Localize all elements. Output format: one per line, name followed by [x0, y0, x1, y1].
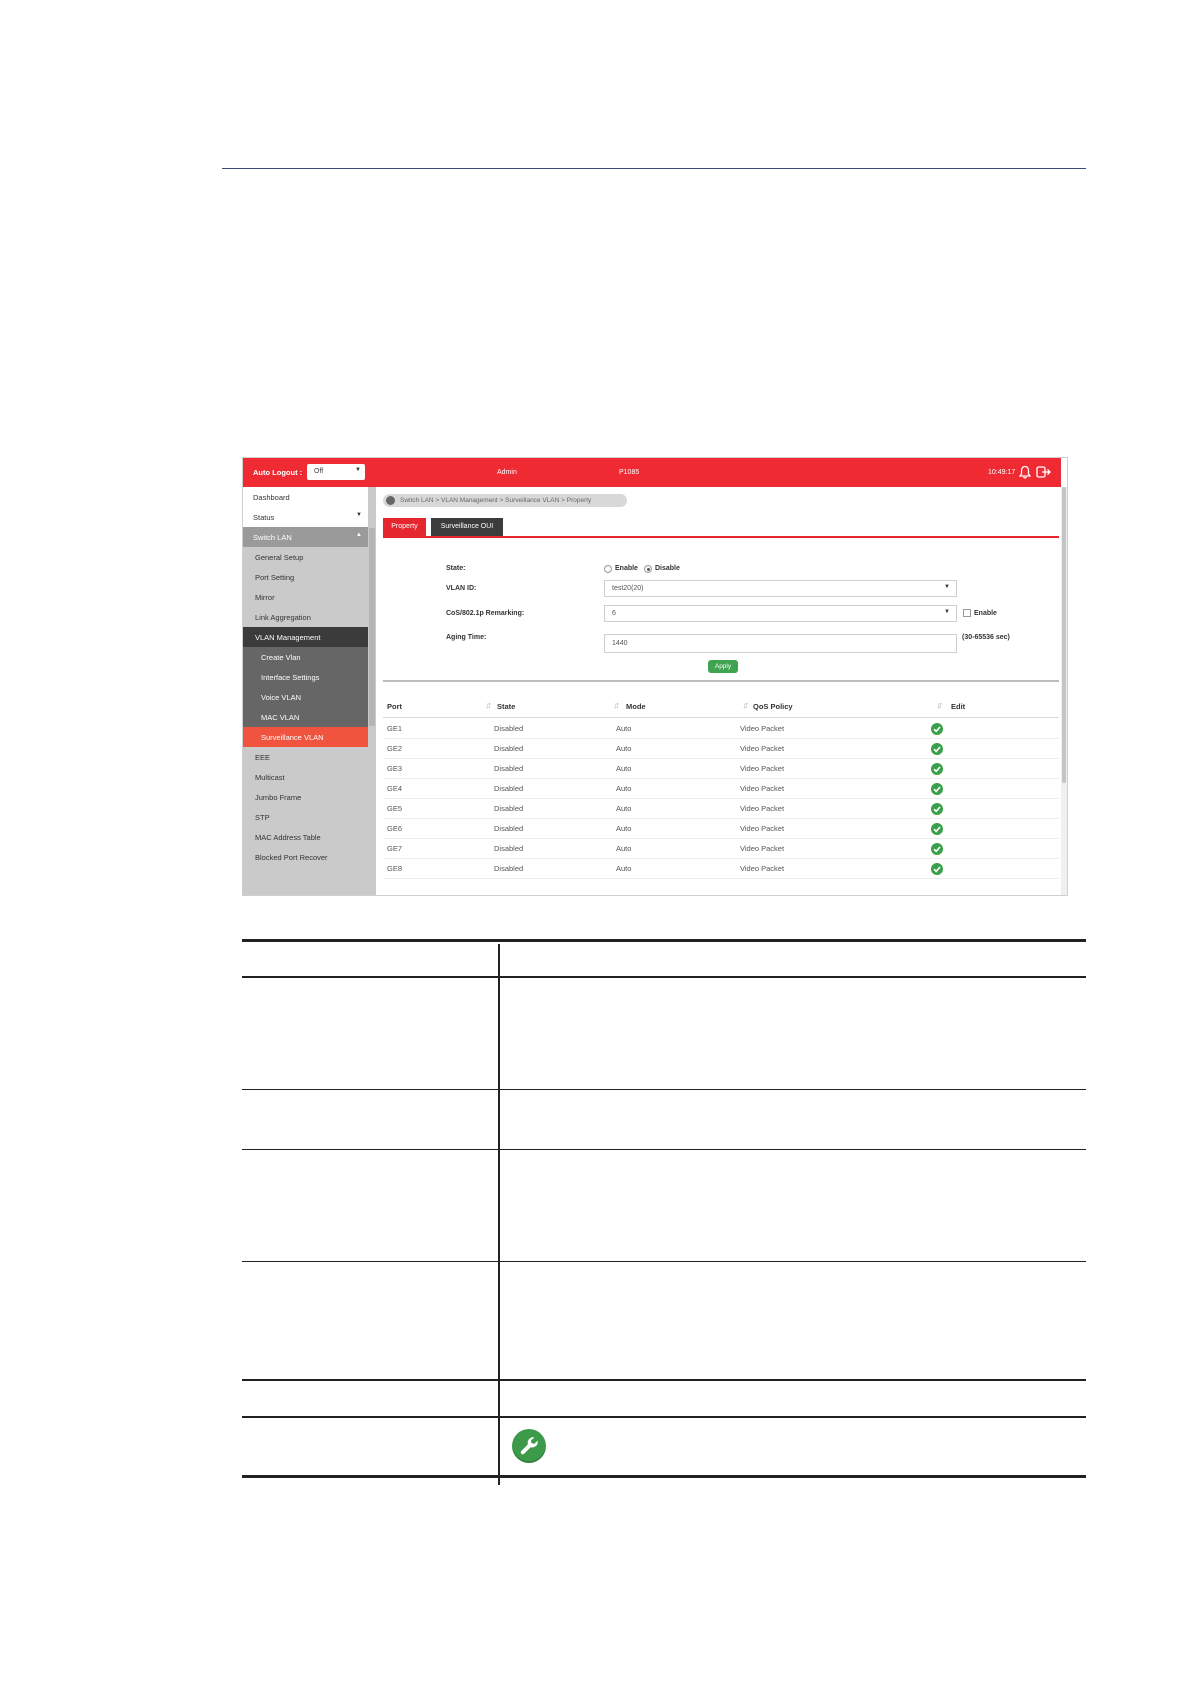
table-row-divider [242, 1416, 1086, 1418]
aging-time-hint: (30-65536 sec) [962, 634, 1010, 641]
vlan-id-select[interactable] [604, 580, 957, 597]
chevron-down-icon: ▼ [356, 512, 362, 518]
edit-check-icon[interactable] [931, 743, 943, 755]
edit-check-icon[interactable] [931, 783, 943, 795]
sidebar-item-mac-vlan[interactable] [243, 707, 368, 727]
cos-enable-label: Enable [974, 610, 997, 617]
table-cell-qos: Video Packet [740, 784, 785, 793]
tab-label: Surveillance OUI [440, 523, 494, 530]
table-row-divider [242, 1149, 1086, 1150]
sidebar-item-voice-vlan[interactable] [243, 687, 368, 707]
caret-down-icon: ▼ [944, 609, 950, 615]
tab-property[interactable] [383, 518, 426, 536]
table-cell-port: GE3 [387, 764, 403, 773]
sidebar-item-surveillance-vlan[interactable] [243, 727, 368, 747]
edit-check-icon[interactable] [931, 843, 943, 855]
sort-icon[interactable]: ⇵ [486, 703, 492, 710]
table-row-divider [242, 1089, 1086, 1090]
table-cell-state: Disabled [494, 724, 524, 733]
home-icon[interactable] [386, 496, 395, 505]
table-row-divider [383, 758, 1059, 759]
sidebar-item-status[interactable] [243, 507, 368, 528]
aging-time-value: 1440 [612, 640, 628, 647]
table-header-rule [242, 976, 1086, 978]
sidebar-item-port-setting[interactable] [243, 567, 368, 587]
sidebar-item-label: Create Vlan [261, 653, 301, 662]
vlan-id-label: VLAN ID: [446, 585, 477, 592]
table-cell-state: Disabled [494, 744, 524, 753]
table-cell-mode: Auto [616, 824, 632, 833]
breadcrumb [383, 494, 627, 507]
column-header-state[interactable]: State [497, 702, 516, 711]
auto-logout-value: Off [314, 468, 324, 475]
sidebar-item-label: MAC VLAN [261, 713, 300, 722]
table-bottom-rule [242, 1475, 1086, 1478]
sidebar-item-label: EEE [255, 753, 271, 762]
cos-remarking-value: 6 [612, 610, 616, 617]
sidebar-item-label: Port Setting [255, 573, 295, 582]
sort-icon[interactable]: ⇵ [743, 703, 749, 710]
tab-label: Property [391, 523, 418, 530]
caret-down-icon: ▼ [355, 467, 361, 473]
sidebar-item-label: Jumbo Frame [255, 793, 302, 802]
table-cell-port: GE7 [387, 844, 403, 853]
auto-logout-select[interactable] [307, 464, 365, 480]
sidebar-item-label: Switch LAN [253, 533, 292, 542]
column-header-edit: Edit [951, 702, 966, 711]
column-header-qos-policy[interactable]: QoS Policy [753, 702, 793, 711]
sidebar-item-interface-settings[interactable] [243, 667, 368, 687]
form-divider [383, 680, 1059, 682]
page-scrollbar-thumb[interactable] [1062, 487, 1066, 783]
table-section-rule [242, 1379, 1086, 1381]
auto-logout-label: Auto Logout : [253, 468, 303, 477]
sidebar-item-label: Mirror [255, 593, 275, 602]
user-name: Admin [497, 469, 517, 476]
bell-icon[interactable] [1019, 465, 1031, 479]
sidebar-item-stp[interactable] [243, 807, 368, 827]
table-cell-qos: Video Packet [740, 824, 785, 833]
table-cell-port: GE6 [387, 824, 403, 833]
table-cell-mode: Auto [616, 844, 632, 853]
sidebar-item-label: General Setup [255, 553, 304, 562]
table-cell-state: Disabled [494, 784, 524, 793]
sidebar-item-label: MAC Address Table [255, 833, 321, 842]
table-row-divider [383, 738, 1059, 739]
table-cell-qos: Video Packet [740, 764, 785, 773]
logout-icon[interactable] [1036, 465, 1051, 479]
table-cell-qos: Video Packet [740, 744, 785, 753]
edit-check-icon[interactable] [931, 863, 943, 875]
state-enable-label: Enable [615, 565, 638, 572]
sidebar-item-jumbo-frame[interactable] [243, 787, 368, 807]
table-cell-qos: Video Packet [740, 864, 785, 873]
page-header-rule [222, 168, 1086, 169]
cos-remarking-label: CoS/802.1p Remarking: [446, 610, 525, 617]
vlan-id-value: test20(20) [612, 585, 644, 592]
cos-remarking-select[interactable] [604, 605, 957, 622]
table-cell-mode: Auto [616, 864, 632, 873]
sidebar-item-label: VLAN Management [255, 633, 321, 642]
sidebar-item-label: Surveillance VLAN [261, 733, 324, 742]
table-row-divider [383, 818, 1059, 819]
sort-icon[interactable]: ⇵ [614, 703, 620, 710]
sidebar-item-label: Voice VLAN [261, 693, 302, 702]
table-cell-state: Disabled [494, 804, 524, 813]
edit-check-icon[interactable] [931, 803, 943, 815]
table-cell-mode: Auto [616, 804, 632, 813]
sidebar-item-eee[interactable] [243, 747, 368, 767]
sidebar-item-vlan-management[interactable] [243, 627, 368, 647]
aging-time-input[interactable] [604, 634, 957, 653]
sidebar-item-mirror[interactable] [243, 587, 368, 607]
table-cell-mode: Auto [616, 744, 632, 753]
apply-button-label: Apply [714, 663, 732, 670]
device-model: P1085 [619, 469, 640, 476]
system-clock: 10:49:17 [988, 469, 1016, 476]
table-row-divider [242, 1261, 1086, 1262]
page-scrollbar[interactable] [1061, 487, 1067, 895]
column-header-port[interactable]: Port [387, 702, 402, 711]
table-cell-port: GE8 [387, 864, 403, 873]
cos-enable-checkbox[interactable] [963, 609, 971, 617]
table-cell-state: Disabled [494, 844, 524, 853]
table-cell-mode: Auto [616, 764, 632, 773]
sidebar-item-link-aggregation[interactable] [243, 607, 368, 627]
edit-check-icon[interactable] [931, 823, 943, 835]
wrench-icon [512, 1429, 546, 1463]
sidebar-item-label: Interface Settings [261, 673, 320, 682]
sidebar-scrollbar[interactable] [369, 528, 375, 726]
sidebar-item-switch-lan[interactable] [243, 527, 368, 547]
sort-icon[interactable]: ⇵ [937, 703, 943, 710]
column-header-mode[interactable]: Mode [626, 702, 646, 711]
table-cell-port: GE4 [387, 784, 403, 793]
table-top-rule [242, 939, 1086, 942]
table-cell-port: GE2 [387, 744, 403, 753]
breadcrumb-text: Switch LAN > VLAN Management > Surveillance VLAN > Property [400, 497, 592, 504]
state-disable-radio[interactable] [644, 565, 652, 573]
tab-underline [383, 536, 1059, 538]
table-cell-qos: Video Packet [740, 724, 785, 733]
table-cell-state: Disabled [494, 864, 524, 873]
table-cell-port: GE1 [387, 724, 403, 733]
edit-check-icon[interactable] [931, 763, 943, 775]
caret-down-icon: ▼ [944, 584, 950, 590]
table-cell-mode: Auto [616, 724, 632, 733]
sidebar [243, 487, 376, 895]
sidebar-item-general-setup[interactable] [243, 547, 368, 567]
apply-button[interactable] [708, 660, 738, 673]
sidebar-item-mac-address-table[interactable] [243, 827, 368, 847]
sidebar-item-label: Multicast [255, 773, 285, 782]
table-cell-state: Disabled [494, 824, 524, 833]
sidebar-item-dashboard[interactable] [243, 487, 368, 508]
table-row-divider [383, 778, 1059, 779]
ui-screenshot [242, 457, 1068, 896]
sidebar-item-label: Dashboard [253, 493, 290, 502]
table-row-divider [383, 838, 1059, 839]
aging-time-label: Aging Time: [446, 634, 487, 641]
top-bar [243, 458, 1061, 487]
table-column-divider [498, 944, 500, 1485]
tab-surveillance-oui[interactable] [431, 518, 503, 536]
sidebar-item-label: STP [255, 813, 270, 822]
table-row-divider [383, 878, 1059, 879]
chevron-up-icon: ▲ [356, 532, 362, 538]
sidebar-item-create-vlan[interactable] [243, 647, 368, 667]
sidebar-item-label: Status [253, 513, 275, 522]
table-row-divider [383, 798, 1059, 799]
sidebar-item-blocked-port-recover[interactable] [243, 847, 368, 867]
state-enable-radio[interactable] [604, 565, 612, 573]
table-cell-qos: Video Packet [740, 844, 785, 853]
table-cell-port: GE5 [387, 804, 403, 813]
sidebar-item-label: Link Aggregation [255, 613, 311, 622]
sidebar-item-label: Blocked Port Recover [255, 853, 328, 862]
table-cell-qos: Video Packet [740, 804, 785, 813]
table-cell-state: Disabled [494, 764, 524, 773]
sidebar-item-multicast[interactable] [243, 767, 368, 787]
edit-check-icon[interactable] [931, 723, 943, 735]
table-row-divider [383, 858, 1059, 859]
table-header-divider [383, 717, 1059, 718]
state-label: State: [446, 565, 466, 572]
state-disable-label: Disable [655, 565, 680, 572]
table-cell-mode: Auto [616, 784, 632, 793]
